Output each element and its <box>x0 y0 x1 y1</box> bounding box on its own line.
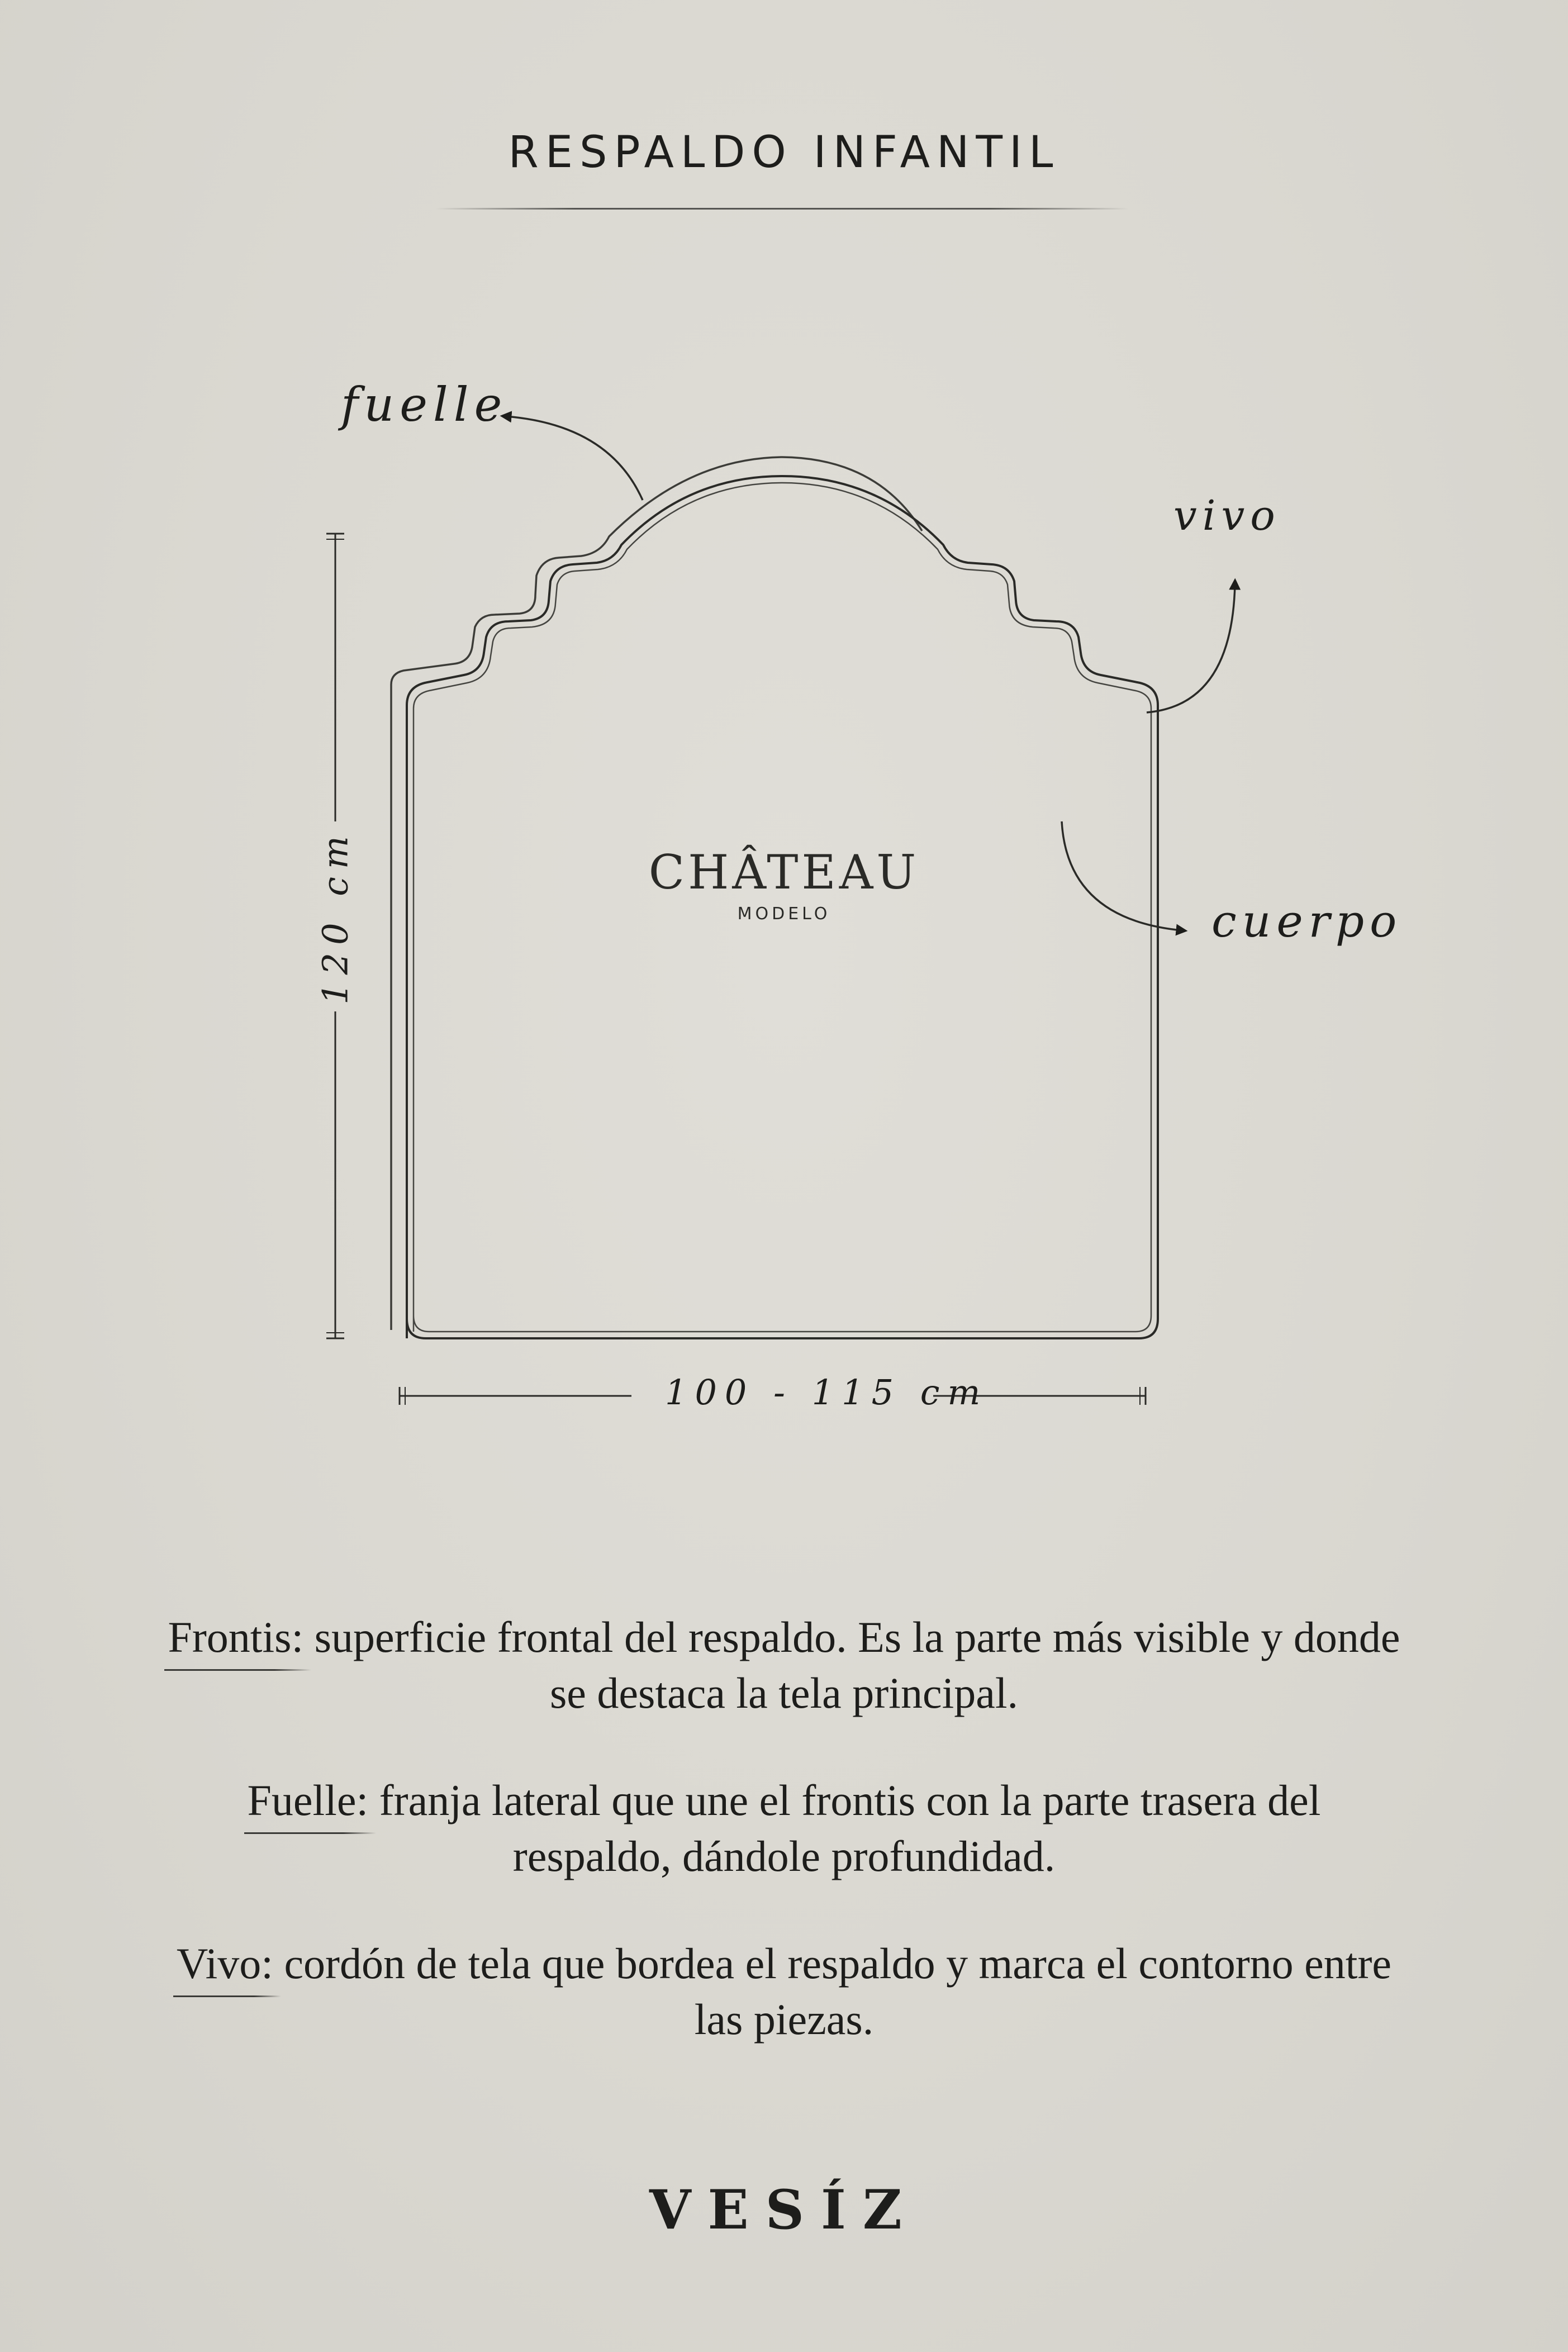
page-title: RESPALDO INFANTIL <box>508 127 1060 178</box>
definition-fuelle <box>168 1773 1400 1884</box>
definition-term: Fuelle: <box>248 1773 369 1828</box>
definition-text: superficie frontal del respaldo. Es la parte más visible y donde se destaca la tela principal. <box>303 1613 1400 1717</box>
definition-text: cordón de tela que bordea el respaldo y marca el contorno entre las piezas. <box>273 1939 1392 2044</box>
definitions-list <box>168 1609 1400 2099</box>
cuerpo-label: cuerpo <box>1211 895 1403 947</box>
fuelle-label: fuelle <box>341 377 508 432</box>
height-dimension-label: 120 cm <box>315 828 356 1005</box>
model-name: CHÂTEAU <box>648 845 920 900</box>
definition-frontis <box>168 1609 1400 1721</box>
model-subtitle: MODELO <box>737 904 831 924</box>
vivo-label: vivo <box>1173 492 1281 540</box>
definition-vivo <box>168 1936 1400 2047</box>
definition-text: franja lateral que une el frontis con la parte trasera del respaldo, dándole profundidad. <box>368 1776 1321 1880</box>
definition-term: Vivo: <box>177 1936 273 1992</box>
definition-term: Frontis: <box>168 1609 303 1665</box>
brand-logo: VESÍZ <box>649 2178 919 2241</box>
fuelle-arrow <box>506 416 643 500</box>
width-dimension-label: 100 - 115 cm <box>665 1372 989 1413</box>
vivo-arrow <box>1147 584 1235 712</box>
